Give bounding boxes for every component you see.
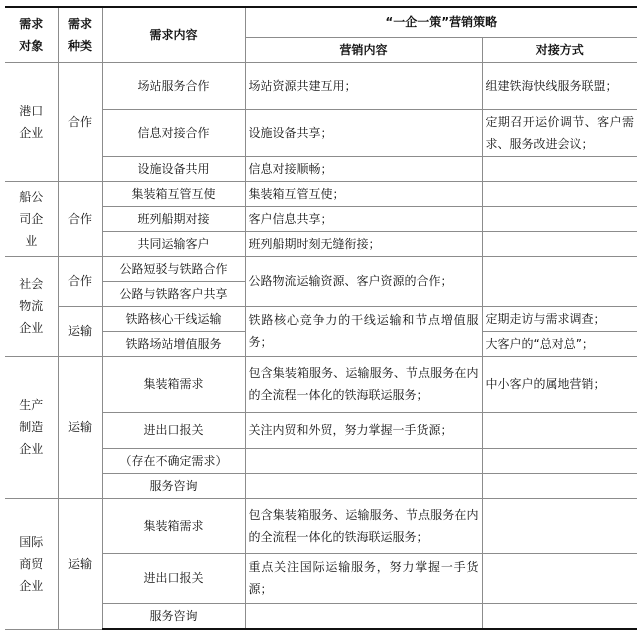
header-demand-content: 需求内容 [102,7,245,62]
demand-content-cell: 集装箱互管互使 [102,181,245,206]
connect-cell [482,206,637,231]
connect-cell: 大客户的“总对总”； [482,331,637,356]
connect-cell [482,603,637,629]
connect-cell [482,181,637,206]
connect-cell [482,256,637,306]
marketing-cell: 包含集装箱服务、运输服务、节点服务在内的全流程一体化的铁海联运服务； [245,498,482,553]
connect-cell [482,231,637,256]
demand-type-cell: 合作 [58,256,102,306]
table-row [5,181,637,206]
demand-content-cell: 服务咨询 [102,473,245,498]
header-strategy: “一企一策”营销策略 [245,7,637,37]
header-connection-method: 对接方式 [482,37,637,62]
header-marketing-content: 营销内容 [245,37,482,62]
marketing-cell: 客户信息共享； [245,206,482,231]
demand-content-cell: 进出口报关 [102,553,245,603]
header-demand-type: 需求 种类 [58,7,102,62]
table-row [5,498,637,553]
table-row [5,256,637,281]
connect-cell [482,498,637,553]
demand-content-cell: 服务咨询 [102,603,245,629]
demand-object-cell: 国际 商贸 企业 [5,498,58,629]
demand-object-cell: 生产 制造 企业 [5,356,58,498]
connect-cell: 中小客户的属地营销； [482,356,637,412]
demand-content-cell: 公路短驳与铁路合作 [102,256,245,281]
demand-content-cell: 公路与铁路客户共享 [102,281,245,306]
table-row [5,356,637,412]
connect-cell: 定期走访与需求调查； [482,306,637,331]
demand-object-cell: 船公 司企 业 [5,181,58,256]
header-demand-object: 需求 对象 [5,7,58,62]
marketing-cell [245,603,482,629]
demand-content-cell: 铁路核心干线运输 [102,306,245,331]
connect-cell: 定期召开运价调节、客户需求、服务改进会议； [482,109,637,156]
marketing-cell: 包含集装箱服务、运输服务、节点服务在内的全流程一体化的铁海联运服务； [245,356,482,412]
connect-cell [482,156,637,181]
demand-type-cell: 合作 [58,181,102,256]
demand-content-cell: 信息对接合作 [102,109,245,156]
connect-cell [482,553,637,603]
marketing-cell: 班列船期时刻无缝衔接； [245,231,482,256]
connect-cell [482,448,637,473]
demand-object-cell: 社会 物流 企业 [5,256,58,356]
connect-cell: 组建铁海快线服务联盟； [482,62,637,109]
marketing-cell: 集装箱互管互使； [245,181,482,206]
demand-content-cell: 集装箱需求 [102,356,245,412]
demand-type-cell: 运输 [58,306,102,356]
demand-content-cell: 进出口报关 [102,412,245,448]
demand-strategy-table [5,6,637,630]
marketing-cell: 铁路核心竞争力的干线运输和节点增值服务； [245,306,482,356]
demand-type-cell: 运输 [58,356,102,498]
table-row [5,306,637,331]
demand-content-cell: 班列船期对接 [102,206,245,231]
demand-content-cell: 共同运输客户 [102,231,245,256]
marketing-cell: 重点关注国际运输服务，努力掌握一手货源； [245,553,482,603]
header-row-1 [5,7,637,37]
marketing-cell: 信息对接顺畅； [245,156,482,181]
marketing-cell: 场站资源共建互用； [245,62,482,109]
demand-object-cell: 港口 企业 [5,62,58,181]
table-row [5,62,637,109]
demand-type-cell: 合作 [58,62,102,181]
demand-content-cell: 铁路场站增值服务 [102,331,245,356]
demand-content-cell: 设施设备共用 [102,156,245,181]
marketing-cell: 公路物流运输资源、客户资源的合作； [245,256,482,306]
connect-cell [482,473,637,498]
demand-content-cell: （存在不确定需求） [102,448,245,473]
demand-type-cell: 运输 [58,498,102,629]
marketing-cell [245,448,482,473]
connect-cell [482,412,637,448]
marketing-cell: 设施设备共享； [245,109,482,156]
demand-content-cell: 集装箱需求 [102,498,245,553]
marketing-cell [245,473,482,498]
marketing-cell: 关注内贸和外贸，努力掌握一手货源； [245,412,482,448]
demand-content-cell: 场站服务合作 [102,62,245,109]
